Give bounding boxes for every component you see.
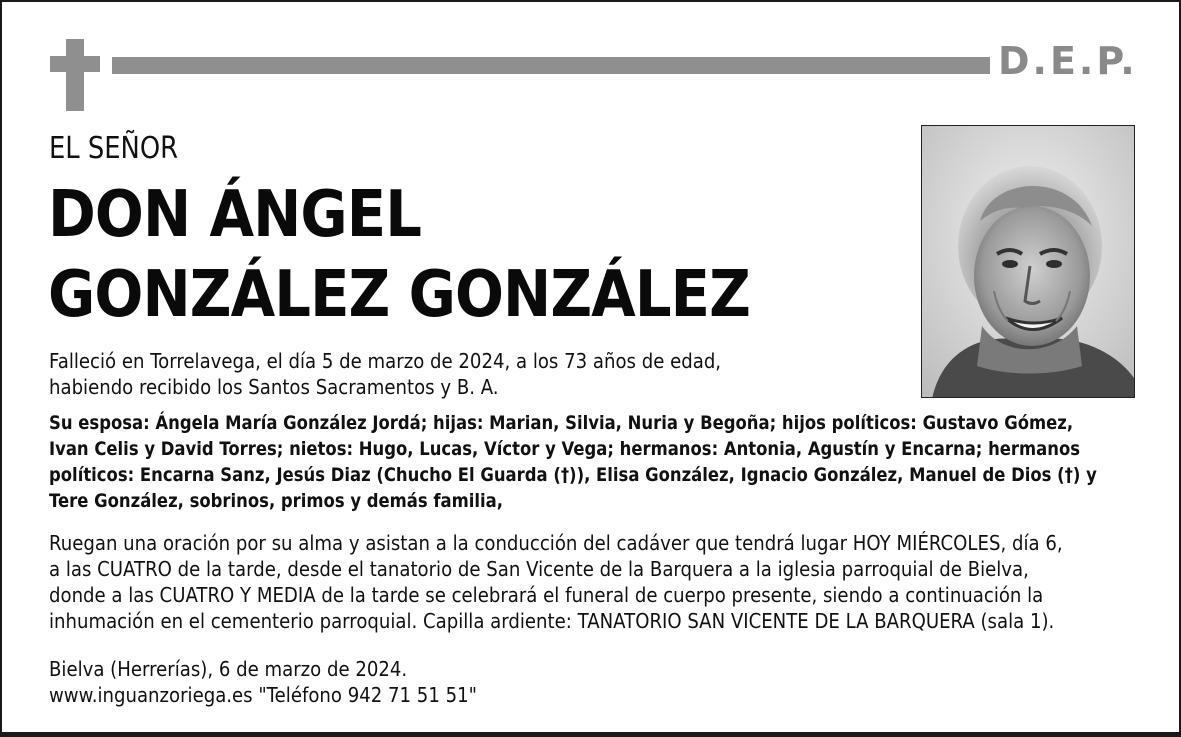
honorific: EL SEÑOR [49, 131, 179, 166]
deceased-name-line-1: DON ÁNGEL [48, 178, 422, 252]
ceremony-line-4: inhumación en el cementerio parroquial. Capilla ardiente: TANATORIO SAN VICENTE DE LA BARQUERA (sala 1). [49, 609, 1055, 633]
death-notice-line-1: Falleció en Torrelavega, el día 5 de marzo de 2024, a los 73 años de edad, [49, 349, 722, 373]
death-notice-line-2: habiendo recibido los Santos Sacramentos y B. A. [49, 375, 499, 399]
cross-icon [50, 39, 100, 111]
ceremony-line-2: a las CUATRO de la tarde, desde el tanatorio de San Vicente de la Barquera a la iglesia parroquial de Bielva, [49, 557, 1029, 581]
family-line-1: Su esposa: Ángela María González Jordá; hijas: Marian, Silvia, Nuria y Begoña; hijos políticos: Gustavo Gómez, [49, 412, 1074, 434]
family-line-2: Ivan Celis y David Torres; nietos: Hugo, Lucas, Víctor y Vega; hermanos: Antonia, Agustín y Encarna; hermanos [49, 438, 1081, 460]
ceremony-line-3: donde a las CUATRO Y MEDIA de la tarde se celebrará el funeral de cuerpo presente, siendo a continuación la [49, 583, 1044, 607]
header-rule [112, 57, 990, 74]
family-line-4: Tere González, sobrinos, primos y demás familia, [49, 490, 504, 512]
ceremony-line-1: Ruegan una oración por su alma y asistan a la conducción del cadáver que tendrá lugar HOY MIÉRCOLES, día 6, [49, 531, 1063, 555]
place-date: Bielva (Herrerías), 6 de marzo de 2024. [49, 657, 408, 681]
deceased-name-line-2: GONZÁLEZ GONZÁLEZ [48, 258, 750, 332]
contact-info: www.inguanzoriega.es "Teléfono 942 71 51 51" [49, 683, 477, 707]
family-line-3: políticos: Encarna Sanz, Jesús Diaz (Chucho El Guarda (†)), Elisa González, Ignacio González, Manuel de Dios (†) y [49, 464, 1097, 486]
dep-label: D.E.P. [998, 39, 1138, 83]
